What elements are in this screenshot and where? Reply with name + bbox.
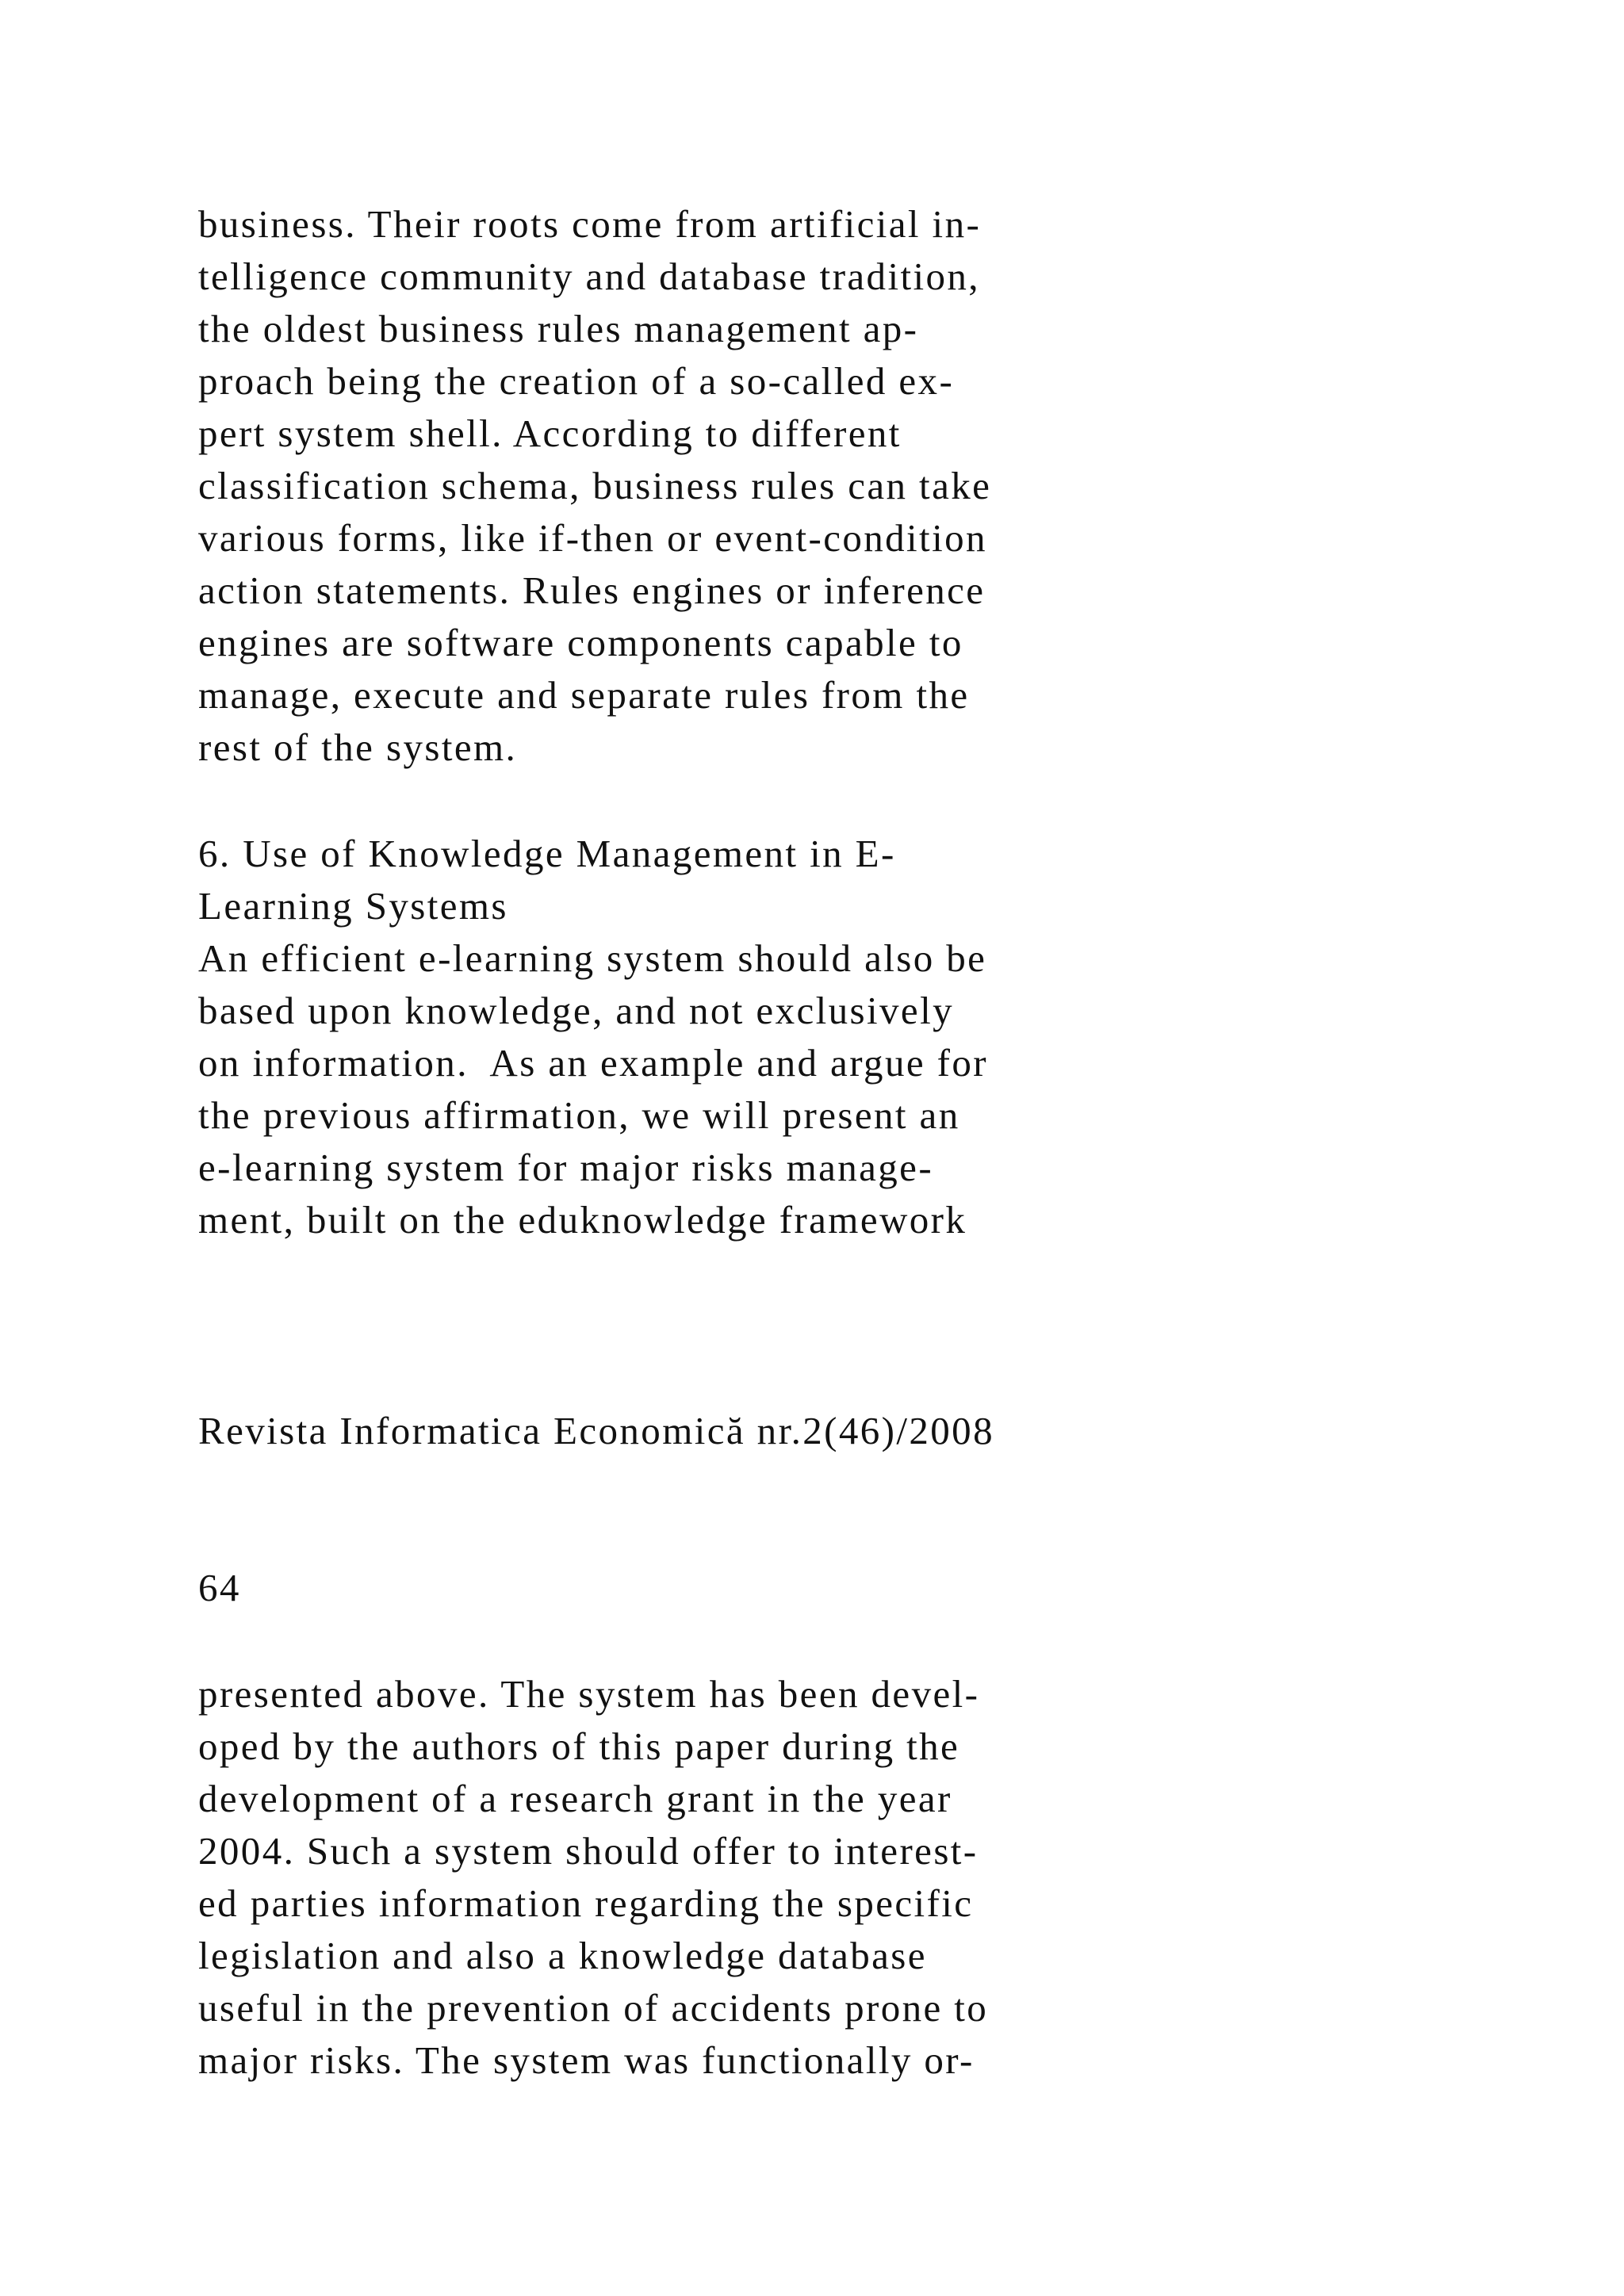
text-line: useful in the prevention of accidents prone to [198, 1986, 989, 2030]
text-line: oped by the authors of this paper during the [198, 1724, 960, 1768]
text-line: the previous affirmation, we will present an [198, 1093, 960, 1137]
text-line: ment, built on the eduknowledge framework [198, 1198, 967, 1242]
text-line: business. Their roots come from artificial in- [198, 202, 982, 246]
page-number [198, 1562, 1499, 1614]
text-line: manage, execute and separate rules from the [198, 673, 970, 717]
section-heading [198, 828, 1499, 932]
journal-citation: Revista Informatica Economică nr.2(46)/2008 [198, 1409, 994, 1452]
text-line: proach being the creation of a so-called ex- [198, 359, 955, 403]
text-line: engines are software components capable to [198, 621, 963, 664]
text-line: An efficient e-learning system should also be [198, 936, 987, 980]
text-line: based upon knowledge, and not exclusively [198, 989, 954, 1032]
text-line: presented above. The system has been devel- [198, 1672, 980, 1716]
page-number-text: 64 [198, 1566, 241, 1609]
paragraph-e-learning [198, 932, 1499, 1246]
text-line: ed parties information regarding the specific [198, 1881, 974, 1925]
text-line: classification schema, business rules can take [198, 464, 992, 507]
text-line: pert system shell. According to different [198, 411, 902, 455]
heading-line: Learning Systems [198, 884, 508, 928]
text-line: 2004. Such a system should offer to interest- [198, 1829, 979, 1873]
text-line: rest of the system. [198, 725, 518, 769]
text-line: major risks. The system was functionally or- [198, 2038, 975, 2082]
text-line: various forms, like if-then or event-condition [198, 516, 987, 560]
paragraph-system-description [198, 1668, 1499, 2087]
heading-line: 6. Use of Knowledge Management in E- [198, 832, 896, 875]
text-line: on information. As an example and argue for [198, 1041, 988, 1085]
text-line: the oldest business rules management ap- [198, 307, 919, 350]
text-line: legislation and also a knowledge database [198, 1934, 927, 1977]
running-footer [198, 1405, 1499, 1457]
text-line: action statements. Rules engines or inference [198, 568, 986, 612]
paragraph-business-rules [198, 198, 1499, 774]
text-line: e-learning system for major risks manage- [198, 1146, 934, 1189]
text-line: telligence community and database tradition, [198, 254, 980, 298]
text-line: development of a research grant in the year [198, 1777, 952, 1820]
